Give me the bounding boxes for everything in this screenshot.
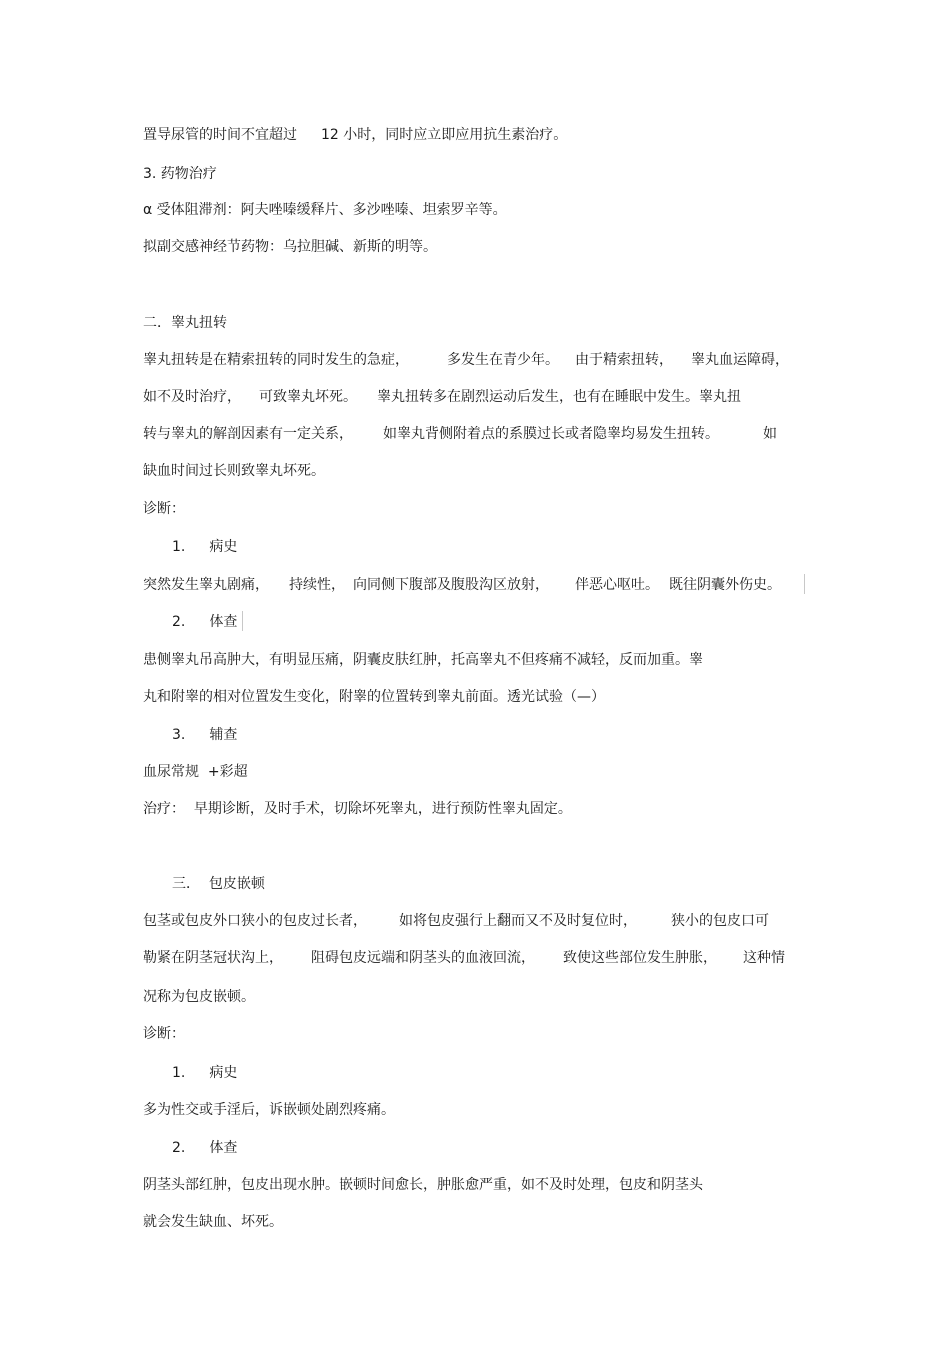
text-segment: 这种情 <box>743 950 785 966</box>
list-label: 辅查 <box>209 727 238 743</box>
list-number: 2. <box>172 1140 186 1156</box>
text-segment: 由于精索扭转， <box>575 352 673 368</box>
text-line <box>143 425 777 443</box>
text-line <box>143 949 785 967</box>
text-line: 缺血时间过长则致睾丸坏死。 <box>143 463 325 479</box>
subheading: 3. 药物治疗 <box>143 166 217 182</box>
text-line: 阴茎头部红肿，包皮出现水肿。嵌顿时间愈长，肿胀愈严重，如不及时处理，包皮和阴茎头 <box>143 1177 703 1193</box>
text-segment: 伴恶心呕吐。 <box>575 577 659 593</box>
list-item <box>172 538 237 556</box>
text-segment: 狭小的包皮口可 <box>671 913 769 929</box>
text-line: α 受体阻滞剂：阿夫唑嗪缓释片、多沙唑嗪、坦索罗辛等。 <box>143 202 507 218</box>
text-line: 诊断： <box>143 1026 185 1042</box>
text-segment: 突然发生睾丸剧痛， <box>143 577 269 593</box>
text-line: 况称为包皮嵌顿。 <box>143 989 255 1005</box>
text-line: 丸和附睾的相对位置发生变化，附睾的位置转到睾丸前面。透光试验（—） <box>143 689 605 705</box>
text-segment: 睾丸血运障碍， <box>691 352 789 368</box>
section-heading: 二．睾丸扭转 <box>143 315 227 331</box>
list-item <box>172 1064 237 1082</box>
text-segment: 勒紧在阴茎冠状沟上， <box>143 950 283 966</box>
text-line: 治疗： 早期诊断，及时手术，切除坏死睾丸，进行预防性睾丸固定。 <box>143 801 572 817</box>
text-segment: 多发生在青少年。 <box>447 352 559 368</box>
section-heading: 三． 包皮嵌顿 <box>172 876 265 892</box>
text-line <box>143 126 567 144</box>
list-label: 体查 <box>209 1140 238 1156</box>
text-segment: 阻碍包皮远端和阴茎头的血液回流， <box>311 950 535 966</box>
text-segment: 向同侧下腹部及腹股沟区放射， <box>353 577 549 593</box>
text-segment: 睾丸扭转多在剧烈运动后发生，也有在睡眠中发生。睾丸扭 <box>377 389 741 405</box>
list-number: 3. <box>172 727 186 743</box>
text-line: 多为性交或手淫后，诉嵌顿处剧烈疼痛。 <box>143 1102 395 1118</box>
text-segment: 既往阴囊外伤史。 <box>669 577 781 593</box>
text-segment: 如不及时治疗， <box>143 389 241 405</box>
text-segment: 转与睾丸的解剖因素有一定关系， <box>143 426 353 442</box>
text-segment: 睾丸扭转是在精索扭转的同时发生的急症， <box>143 352 409 368</box>
text-line: 患侧睾丸吊高肿大，有明显压痛，阴囊皮肤红肿，托高睾丸不但疼痛不减轻，反而加重。睾 <box>143 652 703 668</box>
text-segment: 如将包皮强行上翻而又不及时复位时， <box>399 913 637 929</box>
text-segment: 可致睾丸坏死。 <box>259 389 357 405</box>
text-line: 拟副交感神经节药物：乌拉胆碱、新斯的明等。 <box>143 239 437 255</box>
list-number: 2. <box>172 614 186 630</box>
table-border-line <box>242 611 243 631</box>
text-line <box>143 576 781 594</box>
text-segment: 致使这些部位发生肿胀， <box>563 950 717 966</box>
text-segment: 12 小时，同时应立即应用抗生素治疗。 <box>321 127 568 143</box>
text-segment: 如睾丸背侧附着点的系膜过长或者隐睾均易发生扭转。 <box>383 426 719 442</box>
text-segment: 包茎或包皮外口狭小的包皮过长者， <box>143 913 367 929</box>
text-line: 诊断： <box>143 501 185 517</box>
text-line <box>143 351 789 369</box>
list-number: 1. <box>172 1065 186 1081</box>
text-line <box>143 912 769 930</box>
list-label: 体查 <box>209 614 238 630</box>
list-item <box>172 726 237 744</box>
list-number: 1. <box>172 539 186 555</box>
text-segment: 置导尿管的时间不宜超过 <box>143 127 297 143</box>
text-line: 就会发生缺血、坏死。 <box>143 1214 283 1230</box>
list-label: 病史 <box>209 539 238 555</box>
list-label: 病史 <box>209 1065 238 1081</box>
text-line <box>143 388 741 406</box>
text-line: 血尿常规 +彩超 <box>143 764 248 780</box>
text-segment: 如 <box>763 426 777 442</box>
text-segment: 持续性， <box>289 577 345 593</box>
table-border-line <box>804 574 805 594</box>
list-item <box>172 613 237 631</box>
list-item <box>172 1139 237 1157</box>
